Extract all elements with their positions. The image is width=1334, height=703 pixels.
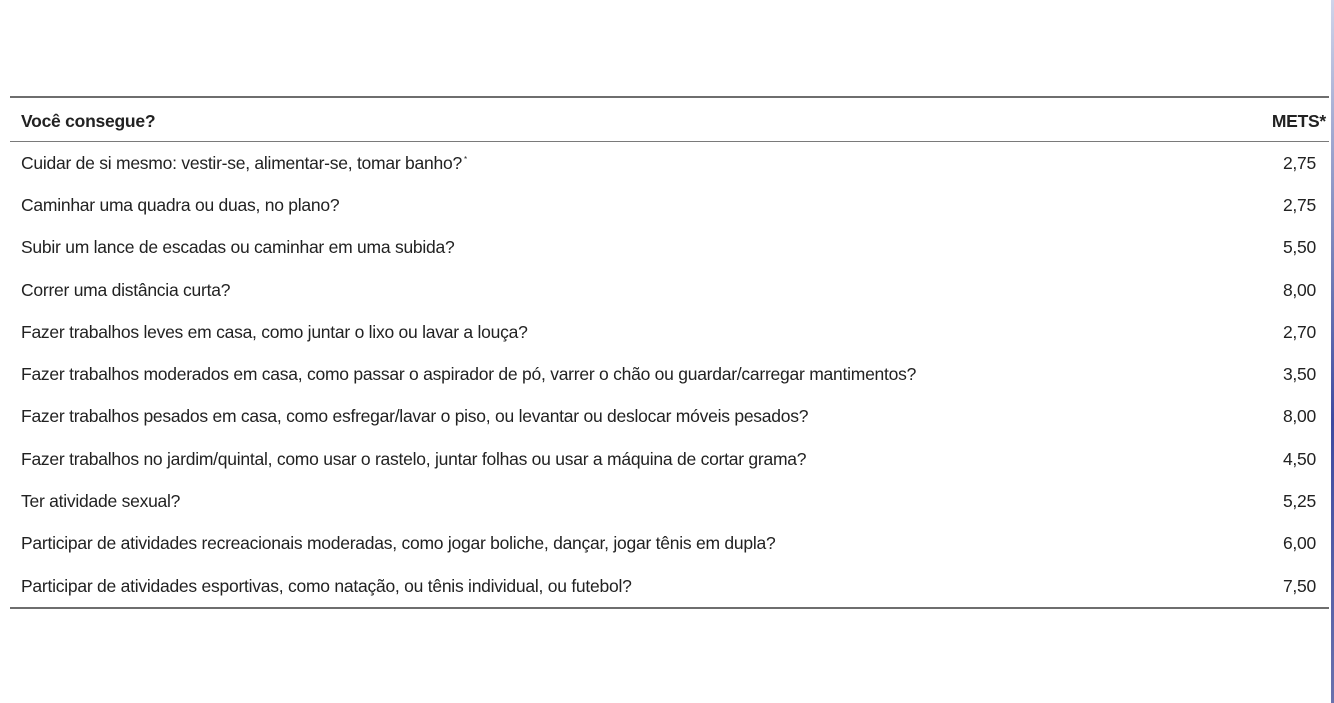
table-row bbox=[10, 184, 1329, 226]
row-mets-value: 8,00 bbox=[1282, 279, 1316, 300]
row-mets-value: 2,75 bbox=[1282, 152, 1316, 173]
mets-table bbox=[10, 96, 1329, 609]
table-row bbox=[10, 438, 1329, 480]
table-row bbox=[10, 396, 1329, 438]
table-row bbox=[10, 353, 1329, 395]
row-mets-value: 2,75 bbox=[1282, 194, 1316, 215]
table-header bbox=[10, 98, 1329, 142]
table-row bbox=[10, 523, 1329, 565]
table-row bbox=[10, 565, 1329, 607]
header-mets: METS* bbox=[1271, 110, 1326, 131]
footnote-marker: * bbox=[463, 154, 467, 164]
row-mets-value: 7,50 bbox=[1282, 575, 1316, 596]
row-mets-value: 5,25 bbox=[1282, 491, 1316, 512]
row-question: Caminhar uma quadra ou duas, no plano? bbox=[21, 194, 340, 215]
row-question: Fazer trabalhos leves em casa, como juntar o lixo ou lavar a louça? bbox=[21, 321, 528, 342]
row-question: Fazer trabalhos pesados em casa, como esfregar/lavar o piso, ou levantar ou deslocar móveis pesados? bbox=[21, 406, 809, 427]
row-question: Subir um lance de escadas ou caminhar em uma subida? bbox=[21, 237, 455, 258]
header-question: Você consegue? bbox=[21, 110, 156, 131]
row-mets-value: 3,50 bbox=[1282, 364, 1316, 385]
table-body bbox=[10, 142, 1329, 607]
row-question: Fazer trabalhos no jardim/quintal, como usar o rastelo, juntar folhas ou usar a máquina de cortar grama? bbox=[21, 448, 807, 469]
row-mets-value: 2,70 bbox=[1282, 321, 1316, 342]
row-question: Participar de atividades recreacionais moderadas, como jogar boliche, dançar, jogar tênis em dupla? bbox=[21, 533, 776, 554]
row-mets-value: 6,00 bbox=[1282, 533, 1316, 554]
row-mets-value: 5,50 bbox=[1282, 237, 1316, 258]
row-question: Cuidar de si mesmo: vestir-se, alimentar-se, tomar banho? * bbox=[21, 152, 467, 173]
table-row bbox=[10, 142, 1329, 184]
row-question: Ter atividade sexual? bbox=[21, 491, 181, 512]
table-row bbox=[10, 480, 1329, 522]
table-row bbox=[10, 269, 1329, 311]
row-question: Correr uma distância curta? bbox=[21, 279, 231, 300]
table-row bbox=[10, 311, 1329, 353]
row-mets-value: 4,50 bbox=[1282, 448, 1316, 469]
table-row bbox=[10, 227, 1329, 269]
row-question: Participar de atividades esportivas, como natação, ou tênis individual, ou futebol? bbox=[21, 575, 632, 596]
row-mets-value: 8,00 bbox=[1282, 406, 1316, 427]
row-question: Fazer trabalhos moderados em casa, como passar o aspirador de pó, varrer o chão ou guardar/carregar mantimentos? bbox=[21, 364, 917, 385]
